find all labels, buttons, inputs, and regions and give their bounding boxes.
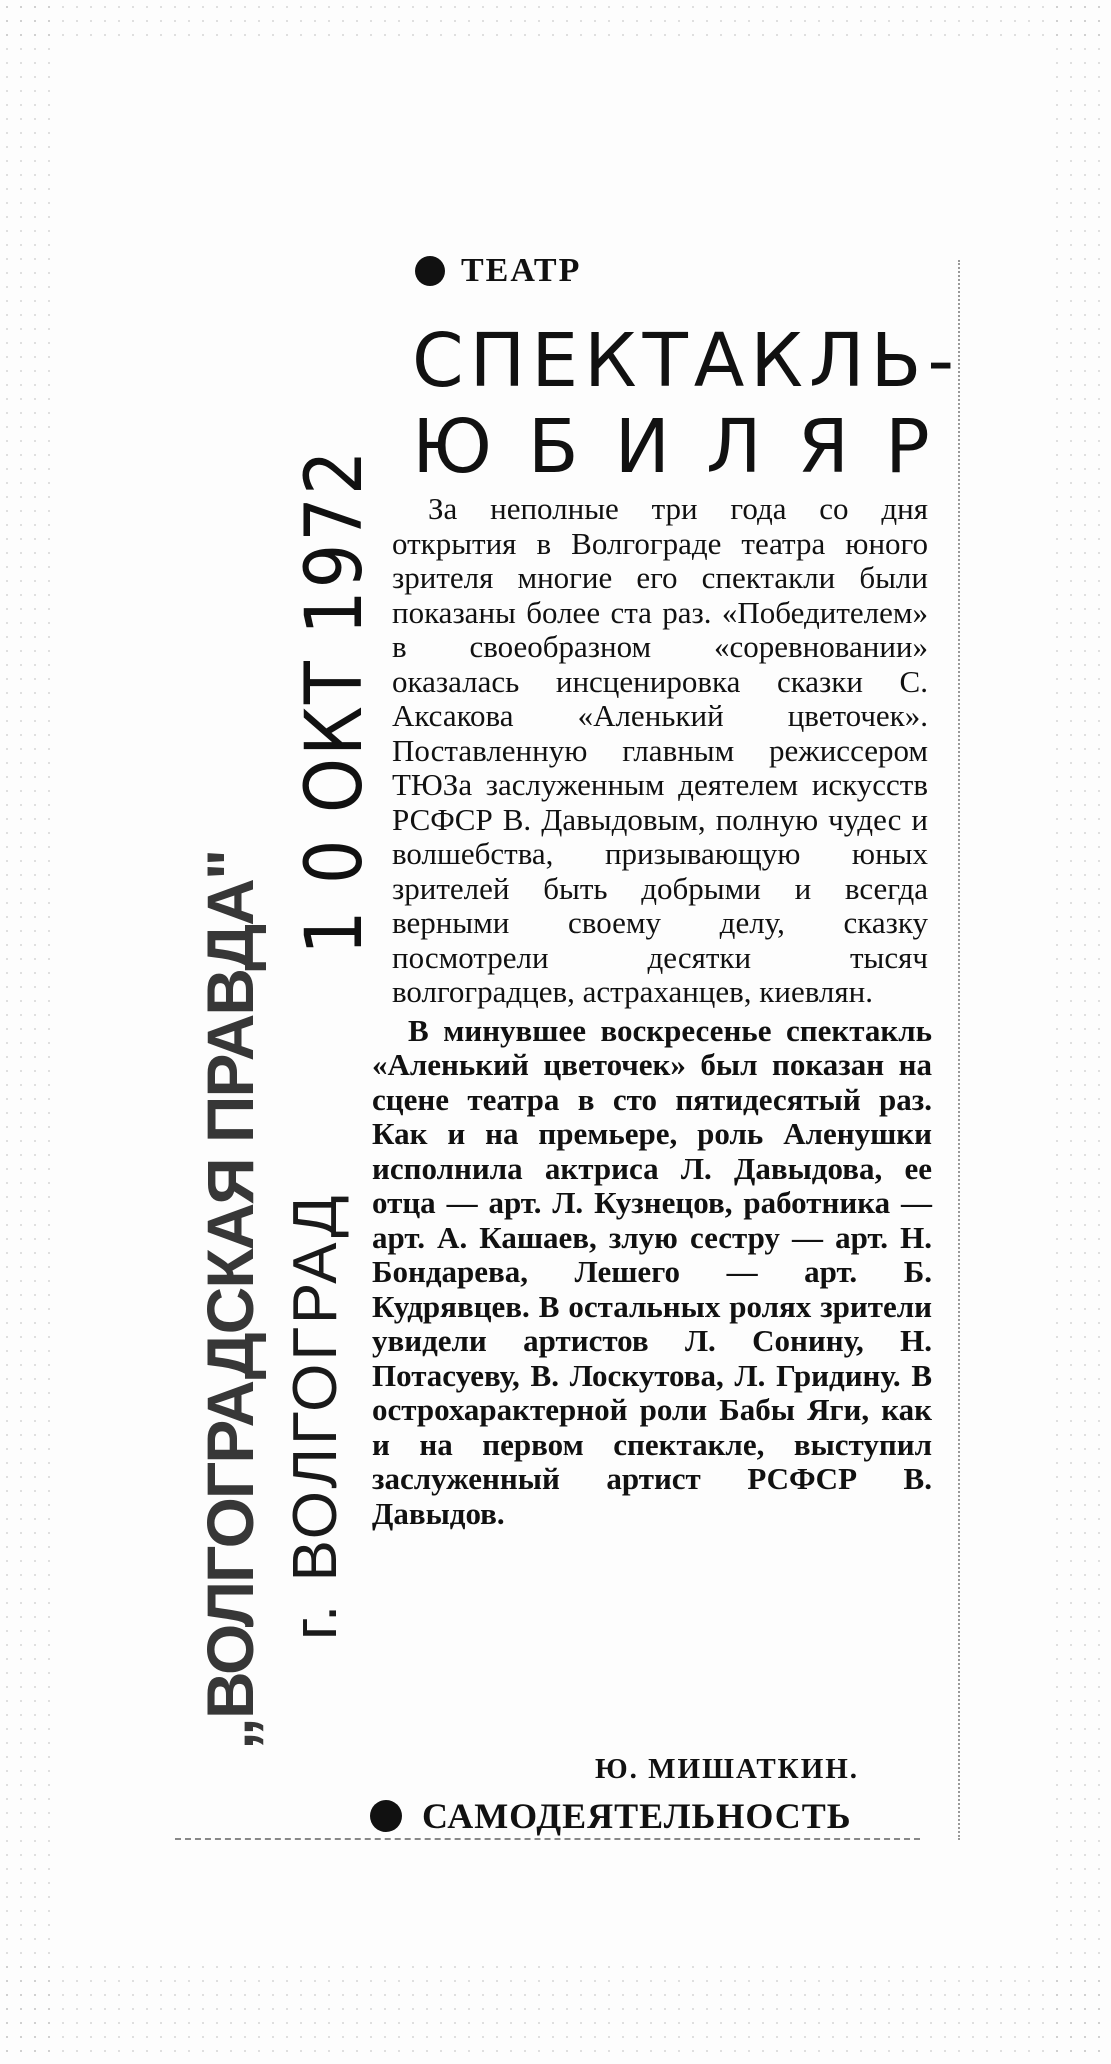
headline-line-1: СПЕКТАКЛЬ- [412, 318, 961, 404]
city-stamp [280, 1192, 360, 1640]
date-stamp-text: 1 0 ОКТ 1972 [290, 448, 380, 955]
article-paragraph-1: За неполные три года со дня открытия в Волгограде театра юного зрителя многие его спектакли были показаны более ста раз. «Победителем» в своеобразном «соревновании» оказалась инсценировка сказки С. Аксакова «Аленький цветочек». Поставленную главным режиссером ТЮЗа заслуженным деятелем искусств РСФСР В. Давыдовым, полную чудес и волшебства, призывающую юных зрителей быть добрыми и всегда верными своему делу, сказку посмотрели десятки тысяч волгоградцев, астраханцев, киевлян. [392, 491, 928, 1009]
newspaper-stamp [190, 850, 280, 1750]
rubric-label: ТЕАТР [461, 252, 582, 289]
rubric-theatre [415, 252, 581, 290]
scan-noise-bottom [0, 1960, 1111, 2064]
article-headline [412, 318, 966, 490]
scan-noise-left [0, 0, 60, 2064]
scan-noise-right [1050, 0, 1111, 2064]
article-body [372, 491, 932, 1531]
headline-line-2: ЮБИЛЯР [412, 404, 966, 490]
bullet-icon [415, 256, 445, 286]
city-stamp-text: г. ВОЛГОГРАД [281, 1192, 350, 1640]
rubric-amateur-art [370, 1795, 852, 1837]
clipping-edge-right [958, 260, 960, 1840]
article-paragraph-2: В минувшее воскресенье спектакль «Аленький цветочек» был показан на сцене театра в сто пятидесятый раз. Как и на премьере, роль Аленушки исполнила актриса Л. Давыдова, ее отца — арт. Л. Кузнецов, работника — арт. А. Кашаев, злую сестру — арт. Н. Бондарева, Лешего — арт. Б. Кудрявцев. В остальных ролях зрители увидели артистов Л. Сонину, Н. Потасуеву, В. Лоскутова, Л. Гридину. В острохарактерной роли Бабы Яги, как и на первом спектакле, выступил заслуженный артист РСФСР В. Давыдов. [372, 1012, 932, 1531]
newspaper-stamp-text: „ВОЛГОГРАДСКАЯ ПРАВДА" [193, 850, 267, 1750]
article-author: Ю. МИШАТКИН. [595, 1753, 860, 1785]
scan-noise-top [0, 0, 1111, 40]
clipping-edge-bottom [175, 1838, 920, 1840]
date-stamp [290, 448, 390, 955]
rubric-label: САМОДЕЯТЕЛЬНОСТЬ [422, 1796, 852, 1836]
bullet-icon [370, 1800, 402, 1832]
